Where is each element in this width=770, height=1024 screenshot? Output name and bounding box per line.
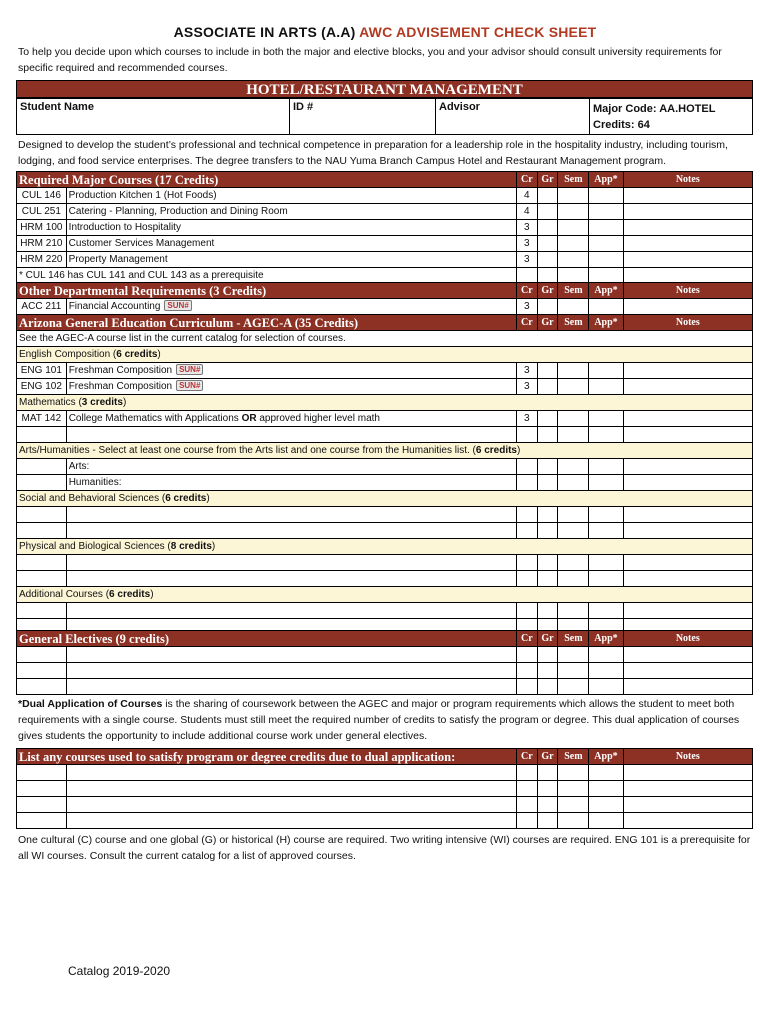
col-app: App* (589, 749, 623, 765)
section-title: Other Departmental Requirements (3 Credits) (17, 283, 517, 299)
sem-cell[interactable] (558, 188, 589, 204)
course-name: Introduction to Hospitality (66, 220, 516, 236)
course-code: HRM 220 (17, 252, 67, 268)
col-cr: Cr (516, 631, 537, 647)
app-cell[interactable] (589, 411, 623, 427)
course-credits: 4 (516, 188, 537, 204)
course-name: Property Management (66, 252, 516, 268)
col-cr: Cr (516, 283, 537, 299)
grade-cell[interactable] (537, 204, 558, 220)
course-code: HRM 210 (17, 236, 67, 252)
col-notes: Notes (623, 172, 752, 188)
catalog-year: Catalog 2019-2020 (68, 964, 171, 978)
grade-cell[interactable] (537, 252, 558, 268)
intro-text: To help you decide upon which courses to include in both the major and elective blocks, you and your advisor should consult university requirements for specific required and recommended courses. (18, 46, 722, 74)
col-gr: Gr (537, 172, 558, 188)
agec-instructions: See the AGEC-A course list in the current catalog for selection of courses. (17, 331, 753, 347)
blank-row (17, 781, 753, 797)
app-cell[interactable] (589, 220, 623, 236)
notes-cell[interactable] (623, 220, 752, 236)
course-credits: 3 (516, 220, 537, 236)
app-cell[interactable] (589, 363, 623, 379)
section-title: Required Major Courses (17 Credits) (17, 172, 517, 188)
blank-row (17, 571, 753, 587)
blank-row (17, 765, 753, 781)
sun-icon: SUN# (164, 300, 191, 311)
notes-cell[interactable] (623, 236, 752, 252)
course-code: ENG 102 (17, 379, 67, 395)
notes-cell[interactable] (623, 252, 752, 268)
course-code: CUL 251 (17, 204, 67, 220)
course-code: ACC 211 (17, 299, 67, 315)
course-credits: 4 (516, 204, 537, 220)
physical-heading: Physical and Biological Sciences (8 credits) (17, 539, 753, 555)
sem-cell[interactable] (558, 220, 589, 236)
section-title: List any courses used to satisfy program or degree credits due to dual application: (17, 749, 517, 765)
course-credits: 3 (516, 236, 537, 252)
app-cell[interactable] (589, 252, 623, 268)
sem-cell[interactable] (558, 236, 589, 252)
col-gr: Gr (537, 283, 558, 299)
col-gr: Gr (537, 631, 558, 647)
col-notes: Notes (623, 749, 752, 765)
col-cr: Cr (516, 749, 537, 765)
col-cr: Cr (516, 315, 537, 331)
course-row (17, 363, 753, 379)
course-row (17, 188, 753, 204)
additional-heading: Additional Courses (6 credits) (17, 587, 753, 603)
blank-row (17, 679, 753, 695)
course-row (17, 252, 753, 268)
agec-table (16, 282, 753, 635)
course-name: Customer Services Management (66, 236, 516, 252)
col-app: App* (589, 631, 623, 647)
sem-cell[interactable] (558, 379, 589, 395)
course-name: Catering - Planning, Production and Dining Room (66, 204, 516, 220)
dual-application-note: *Dual Application of Courses is the sharing of coursework between the AGEC and major or program requirements which allows the student to meet both requirements with a single course. Students must still meet the required number of credits to satisfy the program or degree. This dual application of courses gives students the opportunity to include additional course work under general electives. (18, 698, 740, 742)
id-field[interactable]: ID # (289, 99, 435, 134)
grade-cell[interactable] (537, 379, 558, 395)
blank-row (17, 813, 753, 829)
sun-icon: SUN# (176, 364, 203, 375)
notes-cell[interactable] (623, 363, 752, 379)
app-cell[interactable] (589, 236, 623, 252)
arts-label: Arts: (66, 459, 516, 475)
program-description: Designed to develop the student’s professional and technical competence in preparation for a leadership role in the hospitality industry, including tourism, lodging, and food service enterprises. The degree transfers to the NAU Yuma Branch Campus Hotel and Restaurant Management program. (18, 139, 728, 167)
course-name: College Mathematics with Applications OR approved higher level math (66, 411, 516, 427)
sem-cell[interactable] (558, 204, 589, 220)
advisor-field[interactable]: Advisor (435, 99, 589, 134)
social-heading: Social and Behavioral Sciences (6 credits) (17, 491, 753, 507)
english-heading: English Composition (6 credits) (17, 347, 753, 363)
major-code: Major Code: AA.HOTEL Credits: 64 (589, 99, 752, 134)
app-cell[interactable] (589, 299, 623, 315)
sem-cell[interactable] (558, 411, 589, 427)
course-credits: 3 (516, 299, 537, 315)
section-title: General Electives (9 credits) (17, 631, 517, 647)
sem-cell[interactable] (558, 363, 589, 379)
notes-cell[interactable] (623, 299, 752, 315)
app-cell[interactable] (589, 204, 623, 220)
course-code: CUL 146 (17, 188, 67, 204)
blank-row (17, 555, 753, 571)
student-info-box (16, 98, 753, 135)
col-sem: Sem (558, 283, 589, 299)
program-banner: HOTEL/RESTAURANT MANAGEMENT (16, 80, 753, 98)
col-notes: Notes (623, 283, 752, 299)
col-cr: Cr (516, 172, 537, 188)
grade-cell[interactable] (537, 236, 558, 252)
dual-application-table (16, 748, 753, 829)
course-credits: 3 (516, 363, 537, 379)
col-app: App* (589, 172, 623, 188)
blank-row (17, 427, 753, 443)
col-sem: Sem (558, 315, 589, 331)
course-name: Financial Accounting SUN# (66, 299, 516, 315)
grade-cell[interactable] (537, 411, 558, 427)
course-name: Freshman Composition SUN# (66, 379, 516, 395)
course-row (17, 220, 753, 236)
app-cell[interactable] (589, 379, 623, 395)
col-sem: Sem (558, 631, 589, 647)
notes-cell[interactable] (623, 188, 752, 204)
course-credits: 3 (516, 411, 537, 427)
course-row (17, 379, 753, 395)
blank-row (17, 523, 753, 539)
course-row (17, 236, 753, 252)
notes-cell[interactable] (623, 379, 752, 395)
blank-row (17, 797, 753, 813)
col-gr: Gr (537, 749, 558, 765)
col-sem: Sem (558, 749, 589, 765)
grade-cell[interactable] (537, 299, 558, 315)
prerequisite-note: * CUL 146 has CUL 141 and CUL 143 as a prerequisite (17, 268, 517, 284)
course-row (17, 475, 753, 491)
blank-row (17, 647, 753, 663)
course-name: Production Kitchen 1 (Hot Foods) (66, 188, 516, 204)
app-cell[interactable] (589, 188, 623, 204)
grade-cell[interactable] (537, 188, 558, 204)
course-code: HRM 100 (17, 220, 67, 236)
course-credits: 3 (516, 252, 537, 268)
blank-row (17, 507, 753, 523)
col-notes: Notes (623, 315, 752, 331)
student-name-field[interactable]: Student Name (20, 101, 94, 113)
arts-humanities-heading: Arts/Humanities - Select at least one course from the Arts list and one course from the Humanities list. (6 credits) (17, 443, 753, 459)
course-row (17, 204, 753, 220)
col-app: App* (589, 315, 623, 331)
sem-cell[interactable] (558, 299, 589, 315)
electives-table (16, 630, 753, 695)
course-row (17, 411, 753, 427)
notes-cell[interactable] (623, 204, 752, 220)
sem-cell[interactable] (558, 252, 589, 268)
notes-cell[interactable] (623, 411, 752, 427)
course-code: MAT 142 (17, 411, 67, 427)
col-sem: Sem (558, 172, 589, 188)
col-notes: Notes (623, 631, 752, 647)
course-credits: 3 (516, 379, 537, 395)
blank-row (17, 603, 753, 619)
col-gr: Gr (537, 315, 558, 331)
sun-icon: SUN# (176, 380, 203, 391)
footer-note: One cultural (C) course and one global (G) or historical (H) course are required. Two writing intensive (WI) courses are required. ENG 101 is a prerequisite for all WI courses. Consult the current catalog for a list of approved courses. (18, 834, 751, 862)
course-row (17, 459, 753, 475)
humanities-label: Humanities: (66, 475, 516, 491)
grade-cell[interactable] (537, 220, 558, 236)
grade-cell[interactable] (537, 363, 558, 379)
col-app: App* (589, 283, 623, 299)
course-name: Freshman Composition SUN# (66, 363, 516, 379)
course-code: ENG 101 (17, 363, 67, 379)
course-row (17, 299, 753, 315)
page-title: ASSOCIATE IN ARTS (A.A) AWC ADVISEMENT CHECK SHEET (173, 24, 597, 40)
blank-row (17, 663, 753, 679)
required-courses-table (16, 171, 753, 284)
section-title: Arizona General Education Curriculum - AGEC-A (35 Credits) (17, 315, 517, 331)
math-heading: Mathematics (3 credits) (17, 395, 753, 411)
